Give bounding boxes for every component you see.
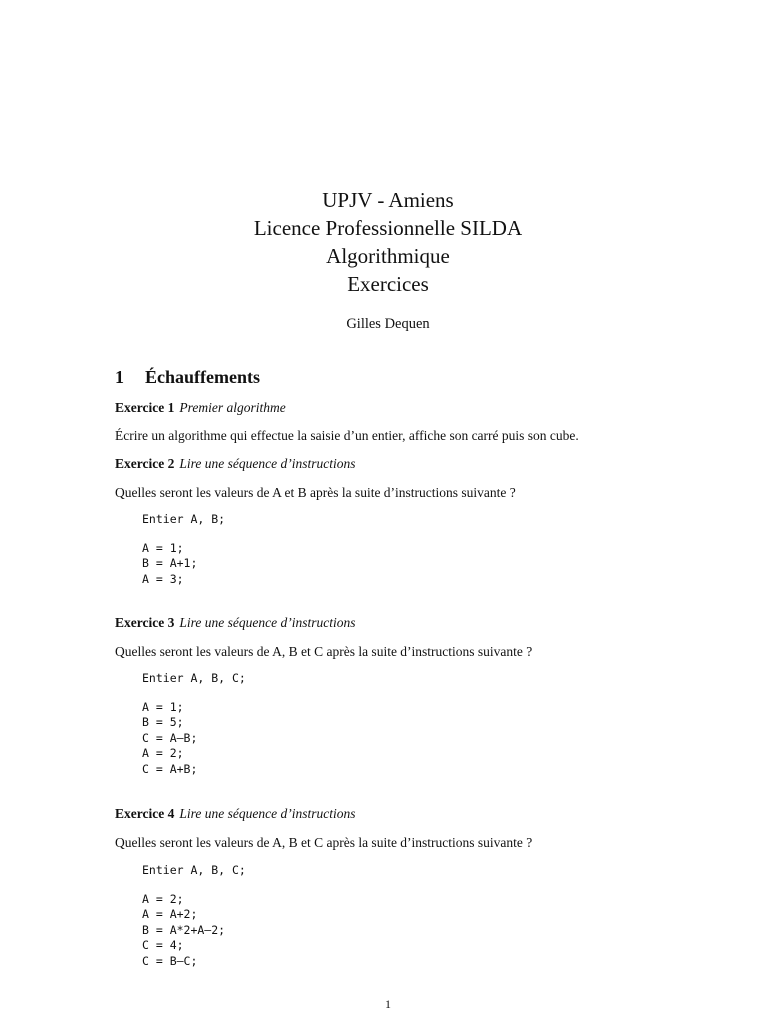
- code-block: [142, 512, 225, 587]
- code-block: [142, 671, 246, 777]
- exercise-label: Exercice 3: [115, 615, 175, 630]
- document-title: [0, 186, 768, 298]
- exercise-heading: [115, 615, 355, 631]
- section-number: 1: [115, 367, 124, 387]
- page-number: 1: [385, 997, 391, 1011]
- author: Gilles Dequen: [346, 316, 430, 332]
- exercise-heading: [115, 806, 355, 822]
- code-line: A = 2;: [142, 746, 184, 760]
- exercise-label: Exercice 4: [115, 806, 175, 821]
- exercise-label: Exercice 2: [115, 456, 175, 471]
- exercise-text: Écrire un algorithme qui effectue la saisie d’un entier, affiche son carré puis son cube.: [115, 428, 579, 443]
- exercise-label: Exercice 1: [115, 400, 175, 415]
- code-declaration: Entier A, B;: [142, 512, 226, 526]
- title-line-doc-type: Exercices: [347, 272, 429, 296]
- code-declaration: Entier A, B, C;: [142, 863, 246, 877]
- code-line: A = 1;: [142, 540, 184, 555]
- exercise-subtitle: Lire une séquence d’instructions: [179, 456, 356, 471]
- code-line: A = 1;: [142, 699, 184, 714]
- code-line: C = A–B;: [142, 730, 198, 745]
- exercise-heading: [115, 400, 286, 416]
- code-line: A = A+2;: [142, 907, 198, 921]
- code-block: [142, 863, 246, 969]
- code-line: B = 5;: [142, 715, 184, 729]
- title-line-institution: UPJV - Amiens: [322, 188, 454, 212]
- code-line: B = A*2+A–2;: [142, 922, 226, 937]
- code-declaration: Entier A, B, C;: [142, 671, 246, 685]
- code-line: C = B–C;: [142, 953, 198, 968]
- exercise-subtitle: Lire une séquence d’instructions: [179, 806, 356, 821]
- exercise-text: Quelles seront les valeurs de A, B et C après la suite d’instructions suivante ?: [115, 644, 533, 659]
- section-heading: [115, 367, 260, 388]
- section-title: Échauffements: [145, 367, 260, 387]
- exercise-subtitle: Lire une séquence d’instructions: [179, 615, 356, 630]
- exercise-text: Quelles seront les valeurs de A et B après la suite d’instructions suivante ?: [115, 485, 516, 500]
- code-line: A = 2;: [142, 891, 184, 906]
- exercise-heading: [115, 456, 355, 472]
- code-line: B = A+1;: [142, 556, 198, 570]
- title-line-course: Algorithmique: [326, 244, 450, 268]
- exercise-subtitle: Premier algorithme: [179, 400, 286, 415]
- code-line: C = 4;: [142, 938, 184, 952]
- code-line: A = 3;: [142, 571, 184, 586]
- title-line-program: Licence Professionnelle SILDA: [253, 216, 523, 240]
- exercise-text: Quelles seront les valeurs de A, B et C après la suite d’instructions suivante ?: [115, 835, 533, 850]
- code-line: C = A+B;: [142, 761, 198, 776]
